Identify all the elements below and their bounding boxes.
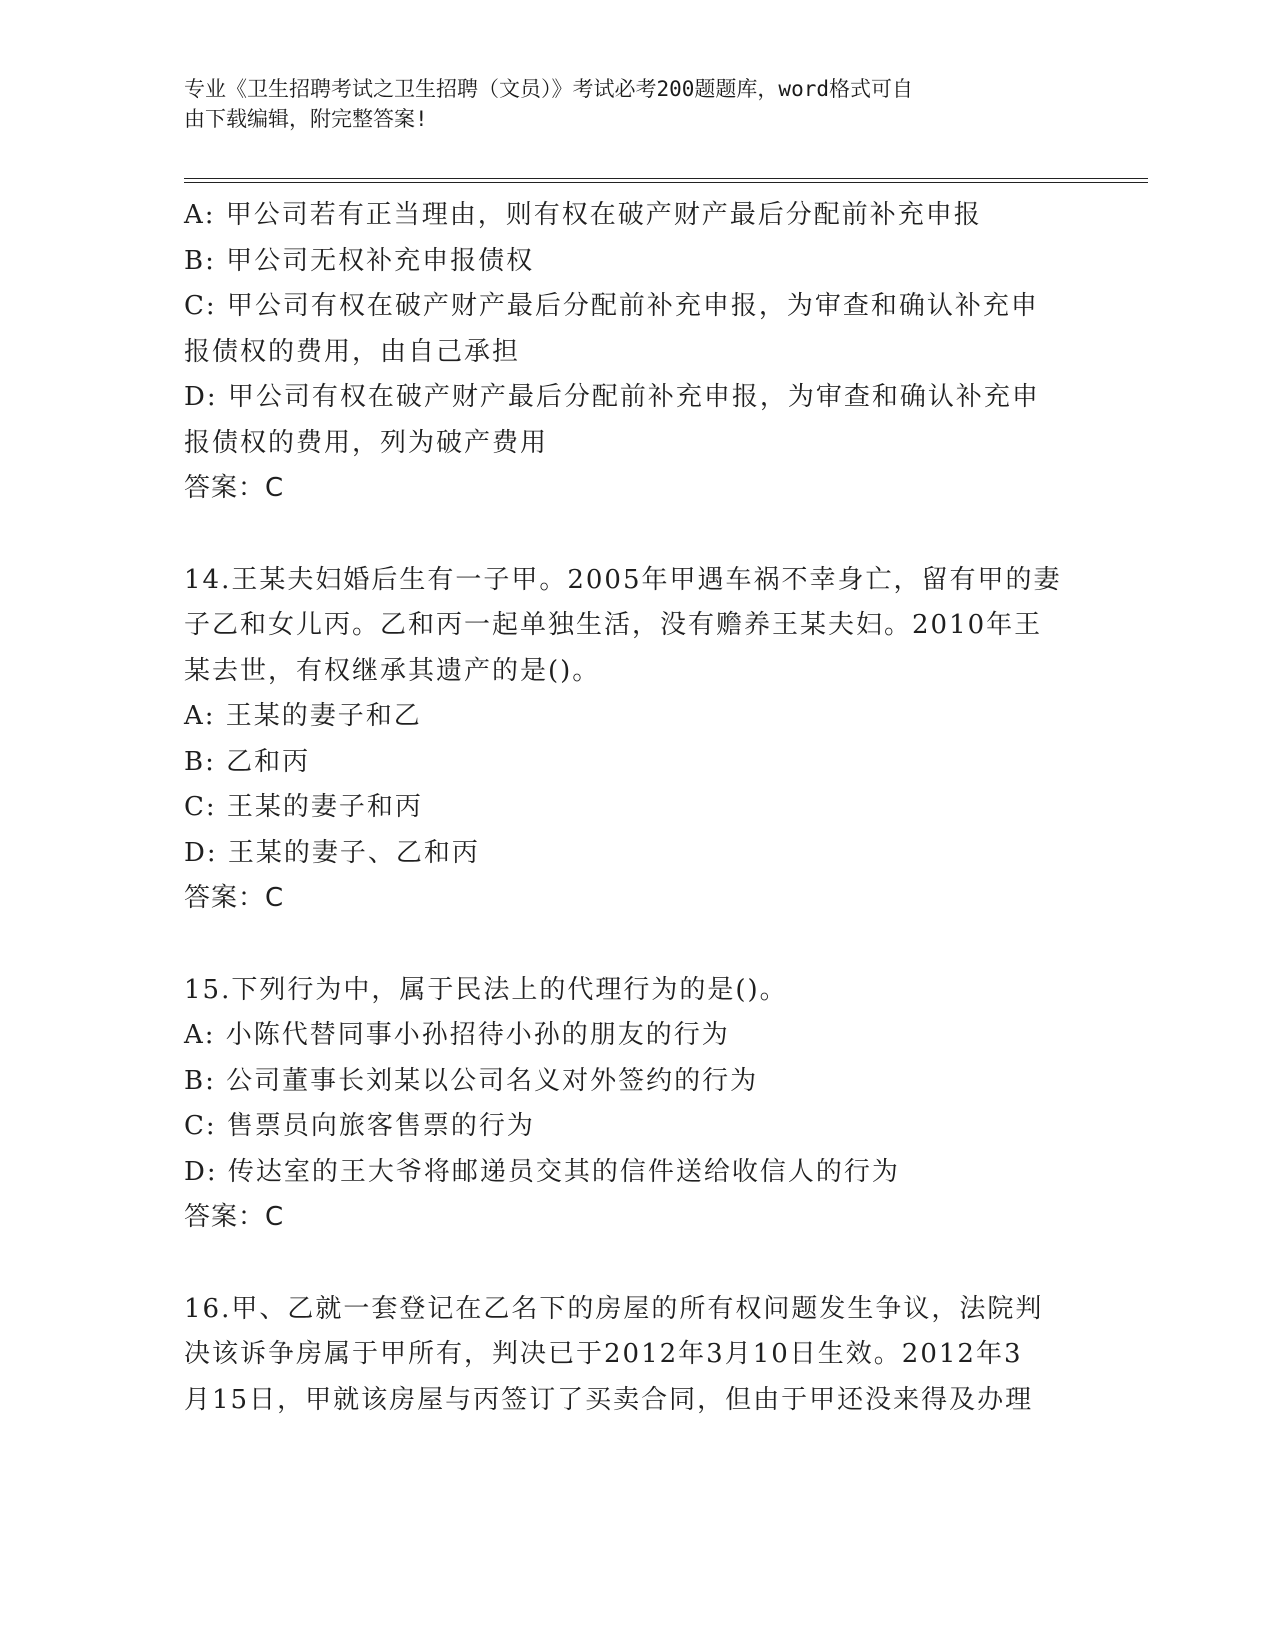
header-rule-top bbox=[184, 178, 1148, 179]
q15-option-a: A: 小陈代替同事小孙招待小孙的朋友的行为 bbox=[184, 1020, 730, 1050]
header-rule-bottom bbox=[184, 182, 1148, 183]
q15-option-c: C: 售票员向旅客售票的行为 bbox=[184, 1111, 535, 1141]
q16-text-line1: 16.甲、乙就一套登记在乙名下的房屋的所有权问题发生争议，法院判 bbox=[184, 1293, 1044, 1324]
q15-option-d: D: 传达室的王大爷将邮递员交其的信件送给收信人的行为 bbox=[184, 1156, 900, 1187]
q14-text-line3: 某去世，有权继承其遗产的是()。 bbox=[184, 655, 601, 686]
q14-answer: 答案：C bbox=[184, 883, 285, 913]
q13-option-c-line2: 报债权的费用，由自己承担 bbox=[184, 336, 521, 367]
q13-option-a: A: 甲公司若有正当理由，则有权在破产财产最后分配前补充申报 bbox=[184, 200, 982, 230]
question-14 bbox=[184, 558, 1114, 922]
q14-option-c: C: 王某的妻子和丙 bbox=[184, 792, 423, 822]
header-line-1: 专业《卫生招聘考试之卫生招聘（文员）》考试必考200题题库，word格式可自 bbox=[184, 77, 913, 101]
q14-option-b: B: 乙和丙 bbox=[184, 746, 311, 777]
document-body bbox=[184, 193, 1114, 1423]
q14-option-d: D: 王某的妻子、乙和丙 bbox=[184, 837, 480, 868]
q16-text-line2: 决该诉争房属于甲所有，判决已于2012年3月10日生效。2012年3 bbox=[184, 1339, 1023, 1369]
q14-text-line2: 子乙和女儿丙。乙和丙一起单独生活，没有赡养王某夫妇。2010年王 bbox=[184, 610, 1043, 640]
q15-text-line1: 15.下列行为中，属于民法上的代理行为的是()。 bbox=[184, 974, 788, 1005]
header-line-2: 由下载编辑，附完整答案! bbox=[184, 107, 428, 131]
q16-text-line3: 月15日，甲就该房屋与丙签订了买卖合同，但由于甲还没来得及办理 bbox=[184, 1384, 1034, 1415]
q13-option-d-line1: D: 甲公司有权在破产财产最后分配前补充申报，为审查和确认补充申 bbox=[184, 382, 1040, 412]
q13-option-b: B: 甲公司无权补充申报债权 bbox=[184, 245, 535, 276]
question-16 bbox=[184, 1287, 1114, 1424]
q13-option-d-line2: 报债权的费用，列为破产费用 bbox=[184, 427, 549, 458]
q15-option-b: B: 公司董事长刘某以公司名义对外签约的行为 bbox=[184, 1065, 759, 1096]
q14-text-line1: 14.王某夫妇婚后生有一子甲。2005年甲遇车祸不幸身亡，留有甲的妻 bbox=[184, 564, 1062, 595]
q13-answer: 答案：C bbox=[184, 473, 285, 503]
q13-option-c-line1: C: 甲公司有权在破产财产最后分配前补充申报，为审查和确认补充申 bbox=[184, 291, 1039, 321]
q14-option-a: A: 王某的妻子和乙 bbox=[184, 701, 422, 731]
question-15 bbox=[184, 968, 1114, 1241]
document-header bbox=[184, 74, 1064, 134]
question-13-options bbox=[184, 193, 1114, 512]
q15-answer: 答案：C bbox=[184, 1202, 285, 1232]
